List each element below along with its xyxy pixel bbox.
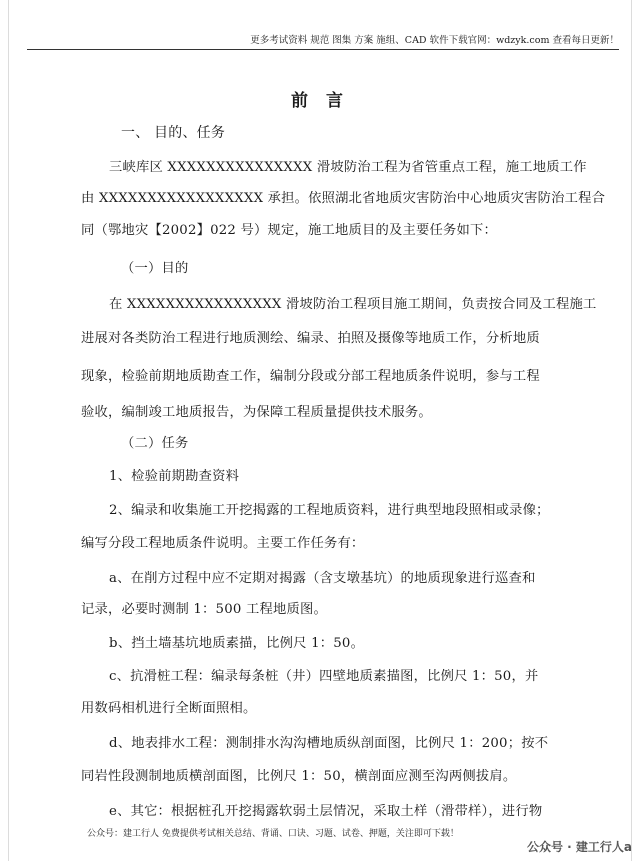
page-title: 前 言 bbox=[291, 91, 349, 111]
section-heading: 一、 目的、任务 bbox=[121, 125, 226, 141]
list-item: 2、编录和收集施工开挖揭露的工程地质资料，进行典型地段照相或录像； bbox=[109, 503, 550, 518]
list-item: a、在削方过程中应不定期对揭露（含支墩基坑）的地质现象进行巡查和 bbox=[109, 571, 536, 586]
paragraph-line: 用数码相机进行全断面照相。 bbox=[81, 701, 257, 716]
paragraph-line: 同岩性段测制地质横剖面图，比例尺 1：50，横剖面应测至沟两侧拔肩。 bbox=[81, 769, 517, 784]
document-page bbox=[8, 0, 632, 861]
paragraph-line: 现象，检验前期地质勘查工作，编制分段或分部工程地质条件说明，参与工程 bbox=[81, 369, 540, 384]
list-item: d、地表排水工程：测制排水沟沟槽地质纵剖面图，比例尺 1：200；按不 bbox=[109, 736, 549, 751]
subsection-heading: （一）目的 bbox=[121, 261, 189, 276]
paragraph-line: 由 XXXXXXXXXXXXXXXXX 承担。依照湖北省地质灾害防治中心地质灾害防治工程合 bbox=[81, 191, 606, 206]
paragraph-line: 验收，编制竣工地质报告，为保障工程质量提供技术服务。 bbox=[81, 405, 432, 420]
subsection-heading: （二）任务 bbox=[121, 436, 189, 451]
paragraph-line: 在 XXXXXXXXXXXXXXXX 滑坡防治工程项目施工期间，负责按合同及工程施工 bbox=[109, 297, 597, 312]
list-item: 1、检验前期勘查资料 bbox=[109, 469, 240, 484]
page-header: 更多考试资料 规范 图集 方案 施组、CAD 软件下载官网：wdzyk.com 查看每日更新！ bbox=[27, 32, 619, 50]
paragraph-line: 进展对各类防治工程进行地质测绘、编录、拍照及摄像等地质工作，分析地质 bbox=[81, 331, 540, 346]
list-item: e、其它：根据桩孔开挖揭露软弱土层情况，采取土样（滑带样），进行物 bbox=[109, 804, 543, 819]
list-item: c、抗滑桩工程：编录每条桩（井）四壁地质素描图，比例尺 1：50，并 bbox=[109, 669, 539, 684]
paragraph-line: 记录，必要时测制 1：500 工程地质图。 bbox=[81, 602, 327, 617]
paragraph-line: 同（鄂地灾【2002】022 号）规定，施工地质目的及主要任务如下： bbox=[81, 223, 497, 238]
watermark: 公众号 · 建工行人a bbox=[526, 840, 632, 854]
list-item: b、挡土墙基坑地质素描，比例尺 1：50。 bbox=[109, 636, 365, 651]
paragraph-line: 编写分段工程地质条件说明。主要工作任务有： bbox=[81, 536, 365, 551]
page-footer: 公众号：建工行人 免费提供考试相关总结、背诵、口诀、习题、试卷、押题，关注即可下载！ bbox=[87, 829, 459, 839]
paragraph-line: 三峡库区 XXXXXXXXXXXXXXX 滑坡防治工程为省管重点工程，施工地质工作 bbox=[109, 160, 587, 175]
